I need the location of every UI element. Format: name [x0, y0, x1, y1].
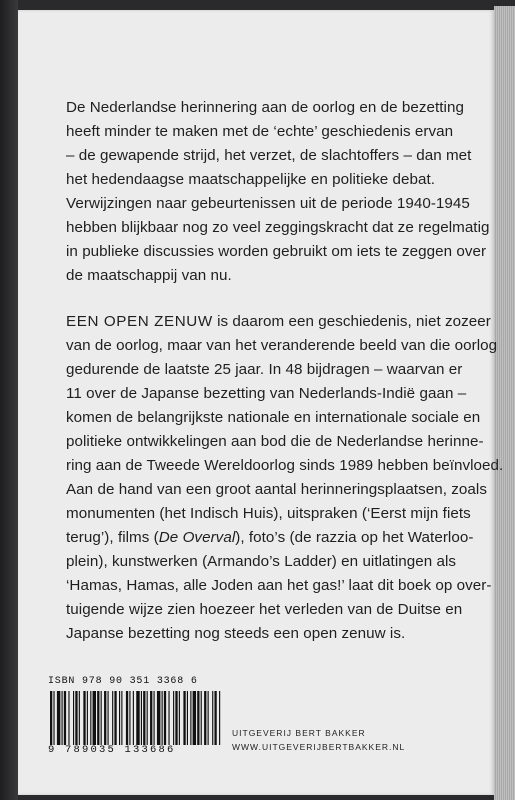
barcode-bar — [104, 691, 106, 745]
text-line: de maatschappij van nu. — [66, 267, 232, 284]
barcode-bar — [119, 691, 120, 745]
barcode-bars — [48, 691, 224, 745]
barcode-bar — [133, 691, 134, 745]
text-line: ring aan de Tweede Wereldoorlog sinds 1989 hebben beïnvloed. — [66, 457, 504, 474]
text-line: hebben blijkbaar nog zo veel zeggingskracht dat ze regelmatig — [66, 219, 490, 236]
barcode-bar — [97, 691, 99, 745]
barcode-bar — [64, 691, 66, 745]
barcode-bar — [208, 691, 209, 745]
text-fragment: terug’), films ( — [66, 529, 159, 546]
barcode-bar — [93, 691, 96, 745]
barcode-bar — [108, 691, 109, 745]
text-line: Verwijzingen naar gebeurtenissen uit de periode 1940-1945 — [66, 195, 470, 212]
intro-paragraph — [66, 96, 506, 288]
description-paragraph — [66, 310, 506, 646]
barcode-bar — [50, 691, 52, 745]
text-line: Japanse bezetting nog steeds een open zenuw is. — [66, 625, 406, 642]
publisher-info — [232, 726, 405, 754]
barcode-bar — [197, 691, 199, 745]
text-line — [66, 310, 506, 334]
barcode-bar — [168, 691, 169, 745]
barcode-bar — [204, 691, 206, 745]
text-line: ‘Hamas, Hamas, alle Joden aan het gas!’ laat dit boek op over- — [66, 577, 492, 594]
text-line: De Nederlandse herinnering aan de oorlog en de bezetting — [66, 99, 464, 116]
book-spine-edge — [0, 0, 18, 800]
text-line: monumenten (het Indisch Huis), uitspraken (‘Eerst mijn fiets — [66, 505, 471, 522]
barcode-bar — [154, 691, 155, 745]
barcode-bar — [79, 691, 80, 745]
barcode-bar — [57, 691, 60, 745]
barcode-bar — [53, 691, 54, 745]
text-line: in publieke discussies worden gebruikt om iets te zeggen over — [66, 243, 487, 260]
text-line: plein), kunstwerken (Armando’s Ladder) en uitlatingen als — [66, 553, 457, 570]
barcode-bar — [73, 691, 74, 745]
barcode-digits: 9 789035 133686 — [48, 744, 176, 756]
barcode-bar — [68, 691, 69, 745]
film-title: De Overval — [158, 529, 236, 546]
book-title-caps: EEN OPEN ZENUW — [66, 313, 213, 330]
barcode-bar — [173, 691, 174, 745]
barcode-bar — [114, 691, 116, 745]
barcode-bar — [164, 691, 166, 745]
barcode-bar — [126, 691, 128, 745]
barcode-bar — [136, 691, 139, 745]
text-line: politieke ontwikkelingen aan bod die de Nederlandse herinne- — [66, 433, 484, 450]
text-line: van de oorlog, maar van het veranderende beeld van die oorlog — [66, 337, 498, 354]
barcode-bar — [90, 691, 91, 745]
barcode-bar — [112, 691, 113, 745]
publisher-name: UITGEVERIJ BERT BAKKER — [232, 728, 366, 738]
barcode-bar — [150, 691, 152, 745]
barcode-bar — [87, 691, 88, 745]
text-line: – de gewapende strijd, het verzet, de slachtoffers – dan met — [66, 147, 472, 164]
barcode-bar — [214, 691, 216, 745]
barcode-bar — [175, 691, 177, 745]
barcode-bar — [83, 691, 85, 745]
barcode-bar — [75, 691, 77, 745]
barcode-bar — [190, 691, 191, 745]
barcode-bar — [187, 691, 188, 745]
isbn-barcode — [48, 676, 224, 768]
publisher-url: WWW.UITGEVERIJBERTBAKKER.NL — [232, 742, 406, 752]
text-line: Aan de hand van een groot aantal herinneringsplaatsen, zoals — [66, 481, 487, 498]
barcode-bar — [179, 691, 180, 745]
barcode-bar — [193, 691, 196, 745]
text-line: 11 over de Japanse bezetting van Nederlands-Indië gaan – — [66, 385, 467, 402]
text-line: tuigende wijze zien hoezeer het verleden van de Duitse en — [66, 601, 463, 618]
text-line: het hedendaagse maatschappelijke en politieke debat. — [66, 171, 436, 188]
barcode-bar — [162, 691, 163, 745]
barcode-bar — [143, 691, 145, 745]
barcode-bar — [201, 691, 202, 745]
barcode-bar — [157, 691, 160, 745]
barcode-bar — [121, 691, 122, 745]
isbn-label: ISBN 978 90 351 3368 6 — [48, 676, 198, 687]
barcode-bar — [62, 691, 63, 745]
barcode-bar — [183, 691, 185, 745]
barcode-bar — [129, 691, 130, 745]
text-line: gedurende de laatste 25 jaar. In 48 bijdragen – waarvan er — [66, 361, 463, 378]
barcode-bar — [147, 691, 148, 745]
text-line: heeft minder te maken met de ‘echte’ geschiedenis ervan — [66, 123, 454, 140]
text-line — [66, 526, 506, 550]
barcode-bar — [212, 691, 213, 745]
barcode-bar — [219, 691, 220, 745]
text-line: komen de belangrijkste nationale en internationale sociale en — [66, 409, 481, 426]
text-fragment: ), foto’s (de razzia op het Waterloo- — [235, 529, 474, 546]
barcode-bar — [141, 691, 142, 745]
text-fragment: is daarom een geschiedenis, niet zozeer — [212, 313, 491, 330]
barcode-bar — [101, 691, 102, 745]
back-cover — [18, 10, 504, 795]
